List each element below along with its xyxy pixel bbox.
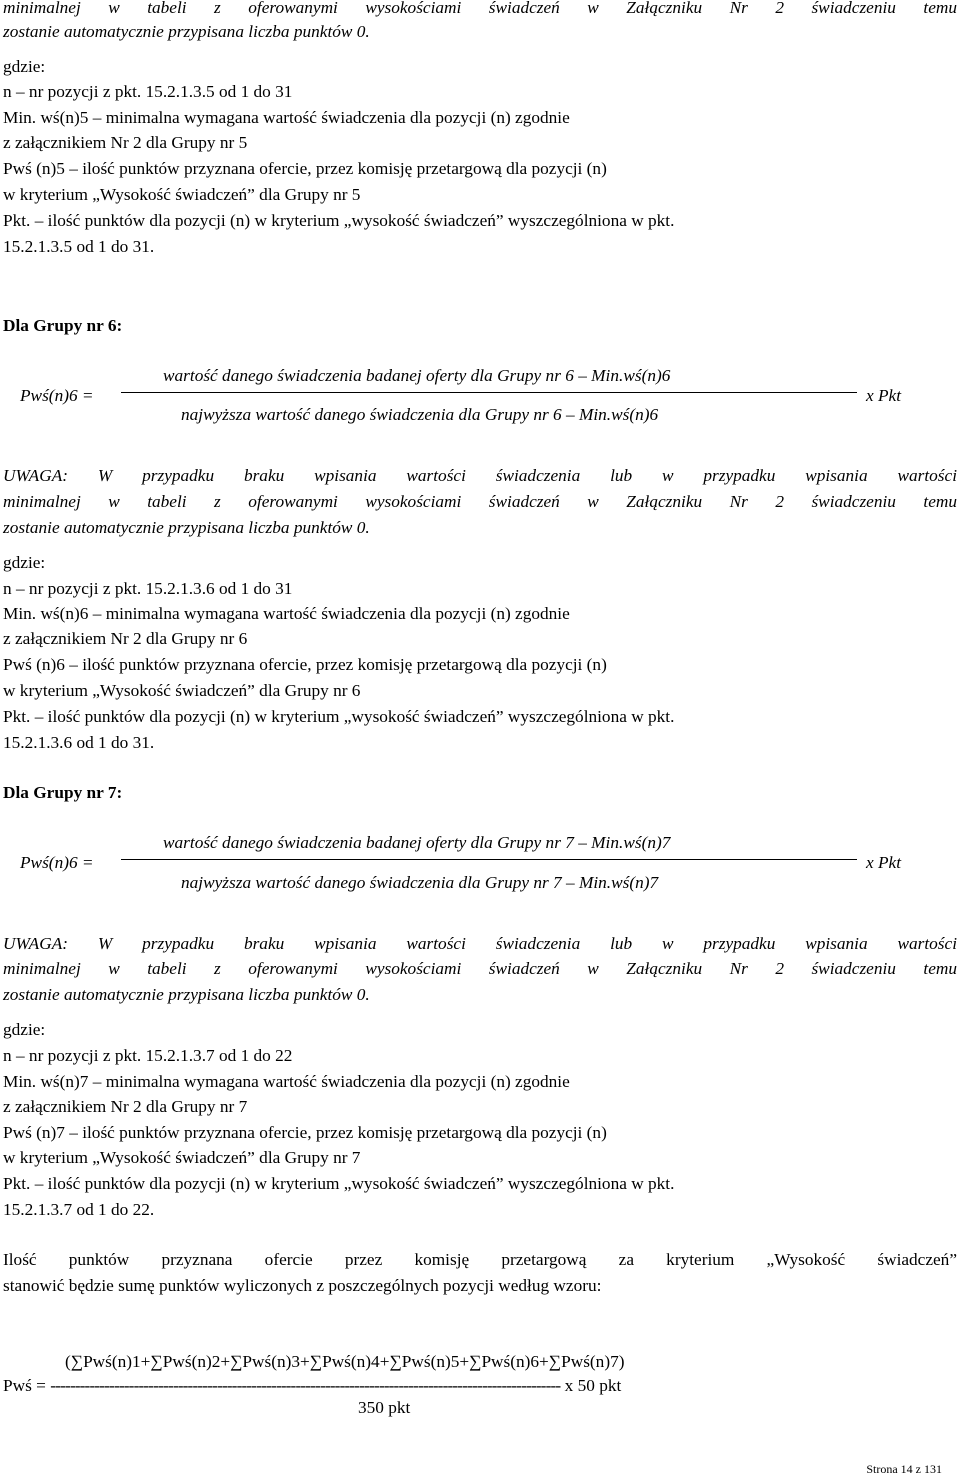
section-heading: Dla Grupy nr 7: [3, 783, 123, 802]
formula-lhs: Pwś(n)6 = [20, 853, 94, 872]
formula-numerator: wartość danego świadczenia badanej oferty dla Grupy nr 6 – Min.wś(n)6 [163, 366, 671, 385]
formula-denominator: najwyższa wartość danego świadczenia dla Grupy nr 7 – Min.wś(n)7 [181, 873, 659, 892]
text-line: n – nr pozycji z pkt. 15.2.1.3.7 od 1 do 22 [3, 1046, 293, 1065]
formula-lhs: Pwś(n)6 = [20, 386, 94, 405]
note-line: minimalnej w tabeli z oferowanymi wysokościami świadczeń w Załączniku Nr 2 świadczeniu temu [3, 492, 957, 511]
text-line: 15.2.1.3.6 od 1 do 31. [3, 733, 155, 752]
text-line: zostanie automatycznie przypisana liczba punktów 0. [3, 22, 370, 41]
page-number: Strona 14 z 131 [866, 1462, 942, 1476]
note-line: UWAGA: W przypadku braku wpisania wartości świadczenia lub w przypadku wpisania wartości [3, 934, 957, 953]
text-line: w kryterium „Wysokość świadczeń” dla Grupy nr 6 [3, 681, 361, 700]
text-line: gdzie: [3, 553, 46, 572]
text-line: Min. wś(n)6 – minimalna wymagana wartość świadczenia dla pozycji (n) zgodnie [3, 604, 570, 623]
text-line: Pkt. – ilość punktów dla pozycji (n) w kryterium „wysokość świadczeń” wyszczególniona w pkt. [3, 707, 675, 726]
note-line: zostanie automatycznie przypisana liczba punktów 0. [3, 985, 370, 1004]
text-line: Min. wś(n)5 – minimalna wymagana wartość świadczenia dla pozycji (n) zgodnie [3, 108, 570, 127]
text-line: Pwś (n)7 – ilość punktów przyznana ofercie, przez komisję przetargową dla pozycji (n) [3, 1123, 607, 1142]
summary-formula-dashes: -------------------------------------------------------------------------------------------------------- [50, 1376, 561, 1395]
summary-formula-lhs: Pwś = [3, 1376, 51, 1395]
text-line: n – nr pozycji z pkt. 15.2.1.3.6 od 1 do 31 [3, 579, 293, 598]
text-line: z załącznikiem Nr 2 dla Grupy nr 7 [3, 1097, 248, 1116]
note-line: minimalnej w tabeli z oferowanymi wysokościami świadczeń w Załączniku Nr 2 świadczeniu temu [3, 959, 957, 978]
text-line: Ilość punktów przyznana ofercie przez komisję przetargową za kryterium „Wysokość świadczeń” [3, 1250, 957, 1269]
section-heading: Dla Grupy nr 6: [3, 316, 123, 335]
text-line: w kryterium „Wysokość świadczeń” dla Grupy nr 5 [3, 185, 361, 204]
text-line: gdzie: [3, 1020, 46, 1039]
formula-rhs: x Pkt [866, 853, 902, 872]
text-line: Pkt. – ilość punktów dla pozycji (n) w kryterium „wysokość świadczeń” wyszczególniona w pkt. [3, 211, 675, 230]
formula-numerator: wartość danego świadczenia badanej oferty dla Grupy nr 7 – Min.wś(n)7 [163, 833, 671, 852]
text-line: z załącznikiem Nr 2 dla Grupy nr 5 [3, 133, 248, 152]
text-line: Pwś (n)5 – ilość punktów przyznana ofercie, przez komisję przetargową dla pozycji (n) [3, 159, 607, 178]
text-line: z załącznikiem Nr 2 dla Grupy nr 6 [3, 629, 248, 648]
text-line: w kryterium „Wysokość świadczeń” dla Grupy nr 7 [3, 1148, 361, 1167]
note-line: UWAGA: W przypadku braku wpisania wartości świadczenia lub w przypadku wpisania wartości [3, 466, 957, 485]
formula-denominator: najwyższa wartość danego świadczenia dla Grupy nr 6 – Min.wś(n)6 [181, 405, 659, 424]
summary-formula-line [3, 1374, 621, 1398]
fraction-line [121, 859, 857, 860]
formula-rhs: x Pkt [866, 386, 902, 405]
text-line: gdzie: [3, 57, 46, 76]
text-line: minimalnej w tabeli z oferowanymi wysokościami świadczeń w Załączniku Nr 2 świadczeniu temu [3, 0, 957, 17]
fraction-line [121, 392, 857, 393]
note-line: zostanie automatycznie przypisana liczba punktów 0. [3, 518, 370, 537]
text-line: 15.2.1.3.5 od 1 do 31. [3, 237, 155, 256]
text-line: 15.2.1.3.7 od 1 do 22. [3, 1200, 155, 1219]
text-line: stanowić będzie sumę punktów wyliczonych z poszczególnych pozycji według wzoru: [3, 1276, 602, 1295]
text-line: n – nr pozycji z pkt. 15.2.1.3.5 od 1 do 31 [3, 82, 293, 101]
summary-formula-numerator: (∑Pwś(n)1+∑Pwś(n)2+∑Pwś(n)3+∑Pwś(n)4+∑Pwś(n)5+∑Pwś(n)6+∑Pwś(n)7) [65, 1352, 625, 1371]
text-line: Pwś (n)6 – ilość punktów przyznana ofercie, przez komisję przetargową dla pozycji (n) [3, 655, 607, 674]
summary-formula-rhs: x 50 pkt [560, 1376, 622, 1395]
text-line: Pkt. – ilość punktów dla pozycji (n) w kryterium „wysokość świadczeń” wyszczególniona w pkt. [3, 1174, 675, 1193]
text-line: Min. wś(n)7 – minimalna wymagana wartość świadczenia dla pozycji (n) zgodnie [3, 1072, 570, 1091]
summary-formula-denominator: 350 pkt [358, 1398, 411, 1417]
